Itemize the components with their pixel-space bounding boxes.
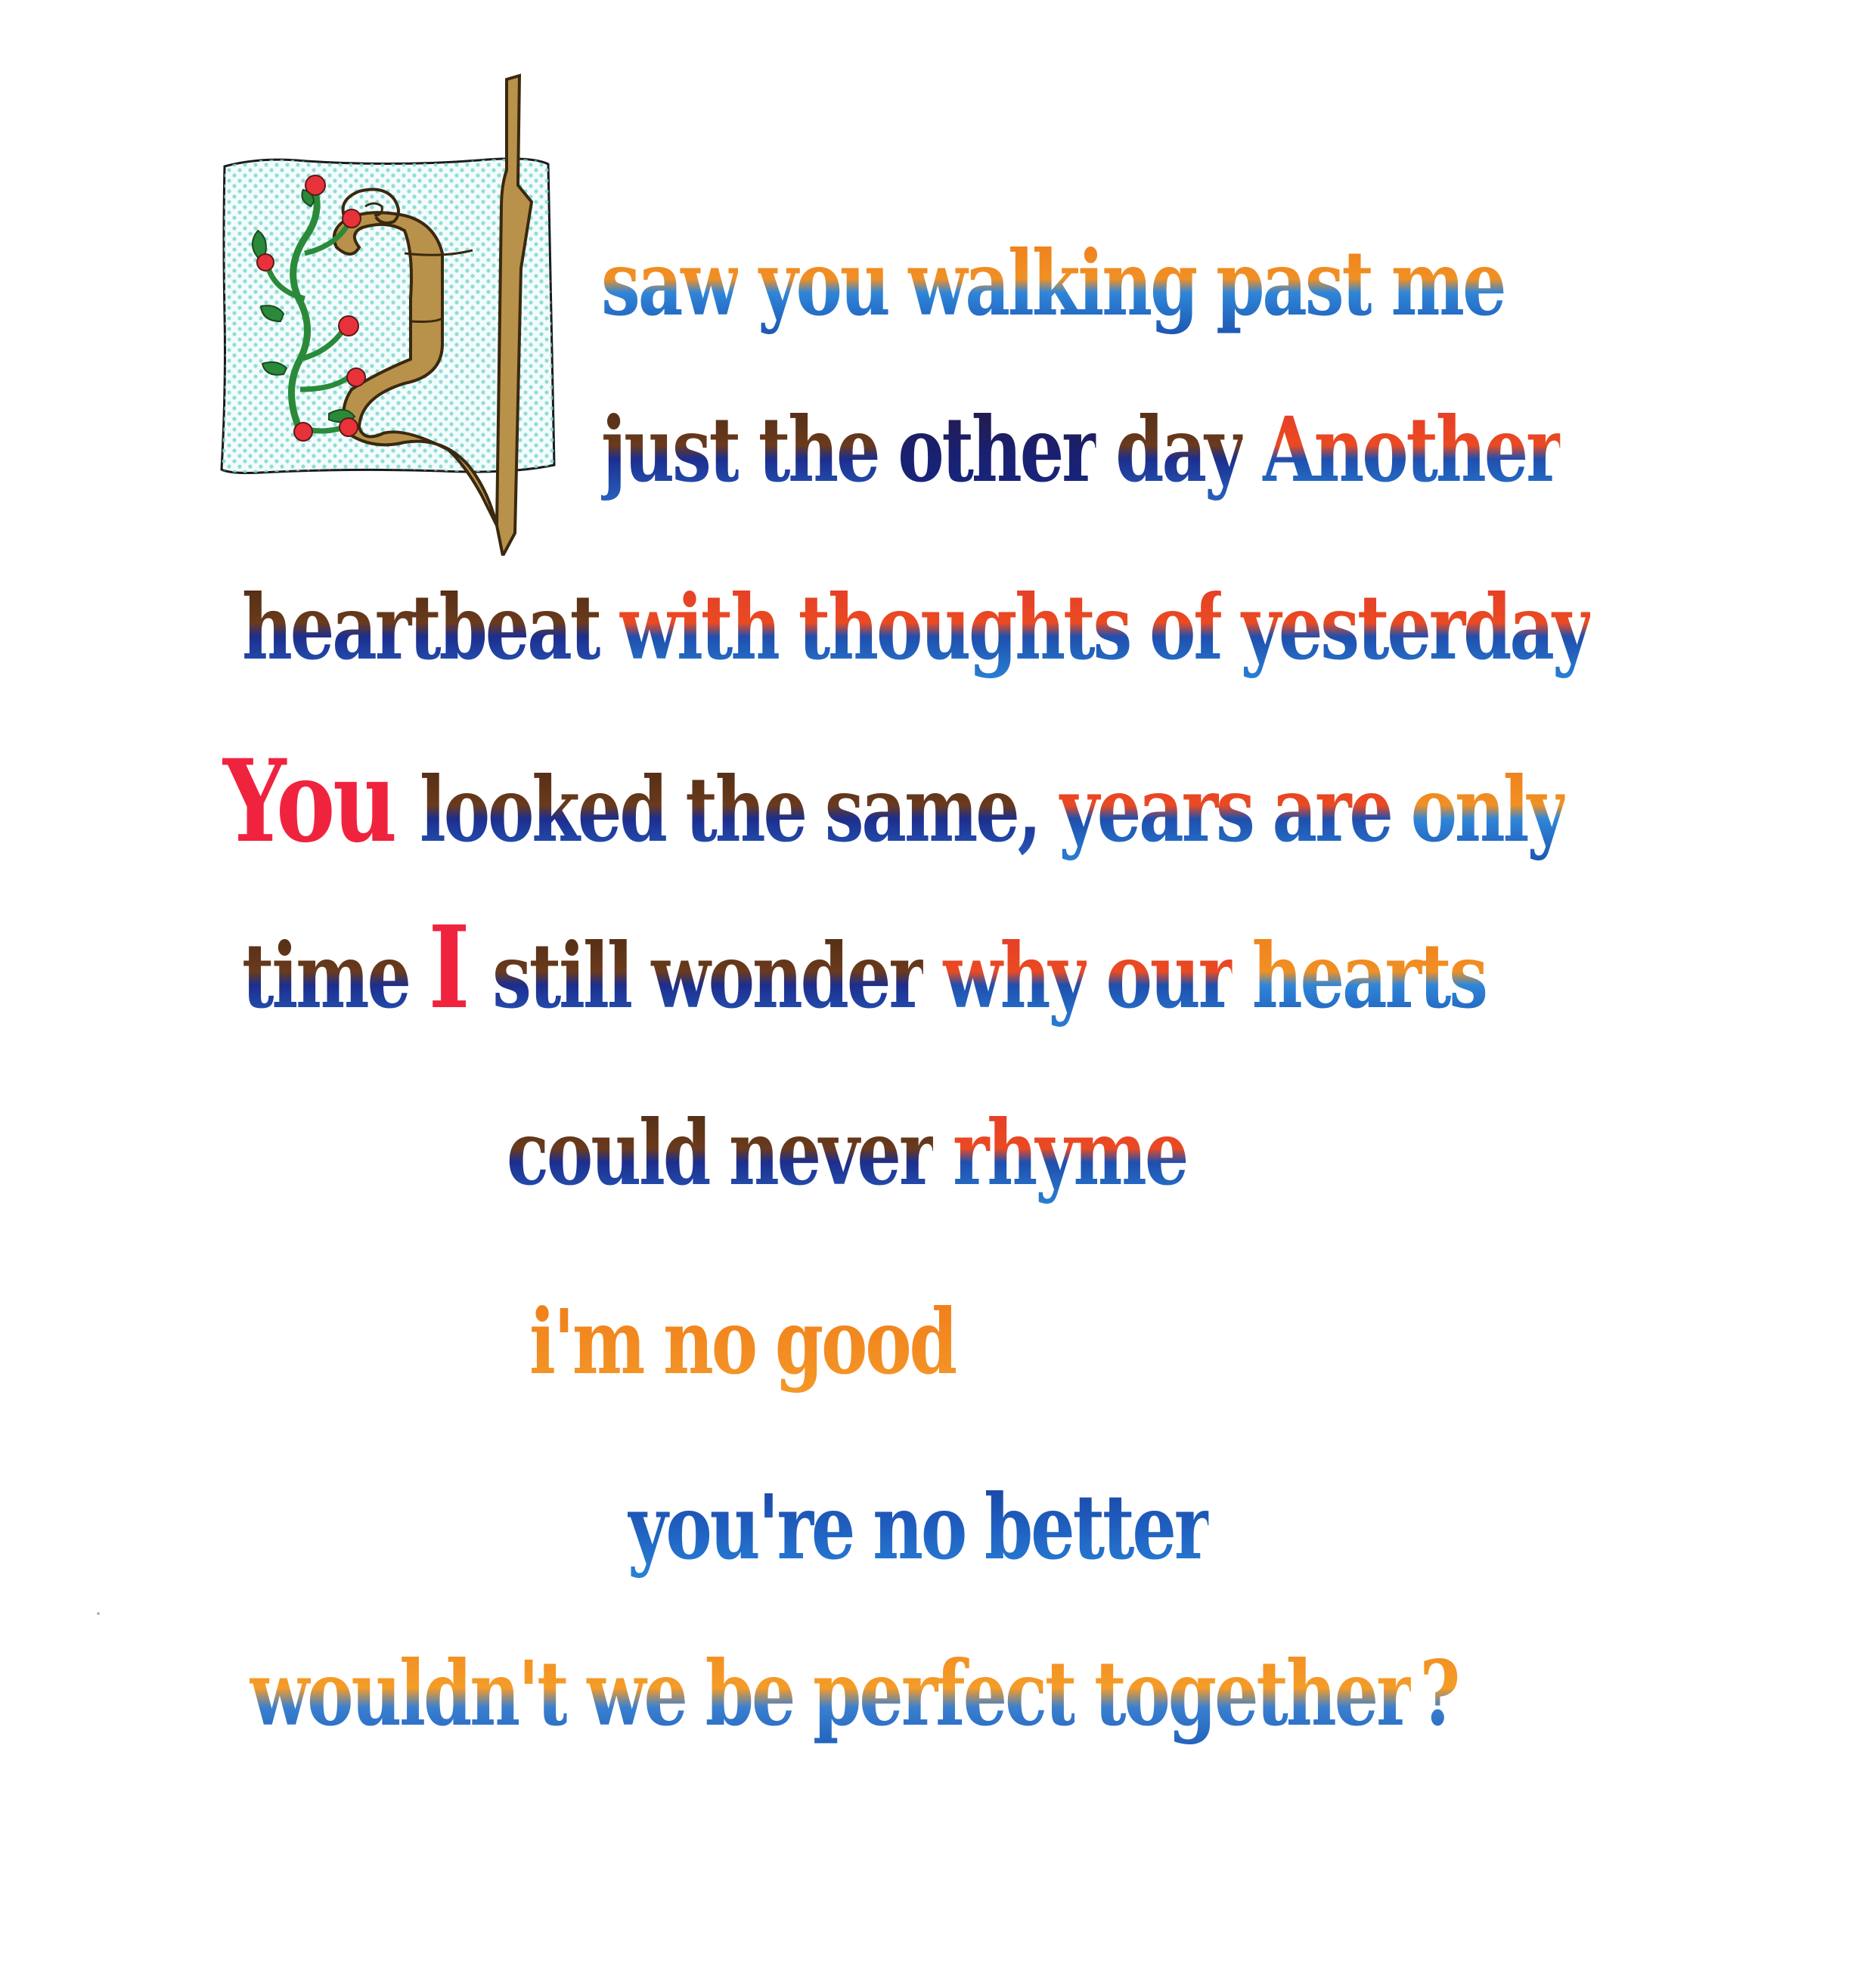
word: years xyxy=(1059,753,1252,866)
word: saw xyxy=(601,227,738,340)
word: i'm xyxy=(529,1285,643,1399)
word: be xyxy=(705,1637,794,1750)
text-line-5 xyxy=(242,901,1486,1034)
word: wonder xyxy=(650,919,922,1033)
word: same, xyxy=(825,753,1040,866)
word: you're xyxy=(628,1471,853,1584)
word: no xyxy=(873,1471,965,1584)
text-line-1 xyxy=(601,227,1504,340)
word: You xyxy=(223,735,395,868)
ink-speck xyxy=(97,1612,100,1615)
word: heartbeat xyxy=(242,571,600,684)
word: never xyxy=(729,1096,933,1210)
word: are xyxy=(1272,753,1391,866)
text-line-9 xyxy=(250,1637,1458,1750)
text-line-8 xyxy=(628,1471,1208,1584)
word: just xyxy=(601,393,739,507)
word: together xyxy=(1094,1637,1410,1750)
word: past xyxy=(1216,227,1372,340)
word: you xyxy=(758,227,888,340)
word: no xyxy=(663,1285,755,1399)
word: looked xyxy=(420,753,666,866)
word: I xyxy=(428,901,468,1034)
word: Another xyxy=(1262,393,1560,507)
word: we xyxy=(586,1637,686,1750)
word: better xyxy=(985,1471,1208,1584)
word: the xyxy=(685,753,805,866)
illuminated-initial-capital xyxy=(216,72,609,556)
word: time xyxy=(242,919,409,1033)
word: yesterday xyxy=(1240,571,1590,684)
word: with xyxy=(619,571,779,684)
word: walking xyxy=(907,227,1196,340)
word: hearts xyxy=(1252,919,1486,1033)
word: ? xyxy=(1419,1637,1458,1750)
word: perfect xyxy=(813,1637,1074,1750)
word: rhyme xyxy=(953,1096,1186,1210)
word: thoughts xyxy=(798,571,1130,684)
word: only xyxy=(1411,753,1565,866)
word: of xyxy=(1149,571,1221,684)
text-line-2 xyxy=(601,393,1561,507)
word: wouldn't xyxy=(250,1637,567,1750)
word: our xyxy=(1106,919,1233,1033)
text-line-3 xyxy=(242,571,1590,684)
word: other xyxy=(898,393,1096,507)
text-line-6 xyxy=(507,1096,1186,1210)
text-line-4 xyxy=(223,735,1565,868)
word: me xyxy=(1391,227,1505,340)
word: why xyxy=(942,919,1086,1033)
word: could xyxy=(507,1096,709,1210)
text-line-7 xyxy=(529,1285,956,1399)
word: still xyxy=(492,919,631,1033)
word: good xyxy=(775,1285,956,1399)
word: day xyxy=(1115,393,1242,507)
word: the xyxy=(758,393,879,507)
